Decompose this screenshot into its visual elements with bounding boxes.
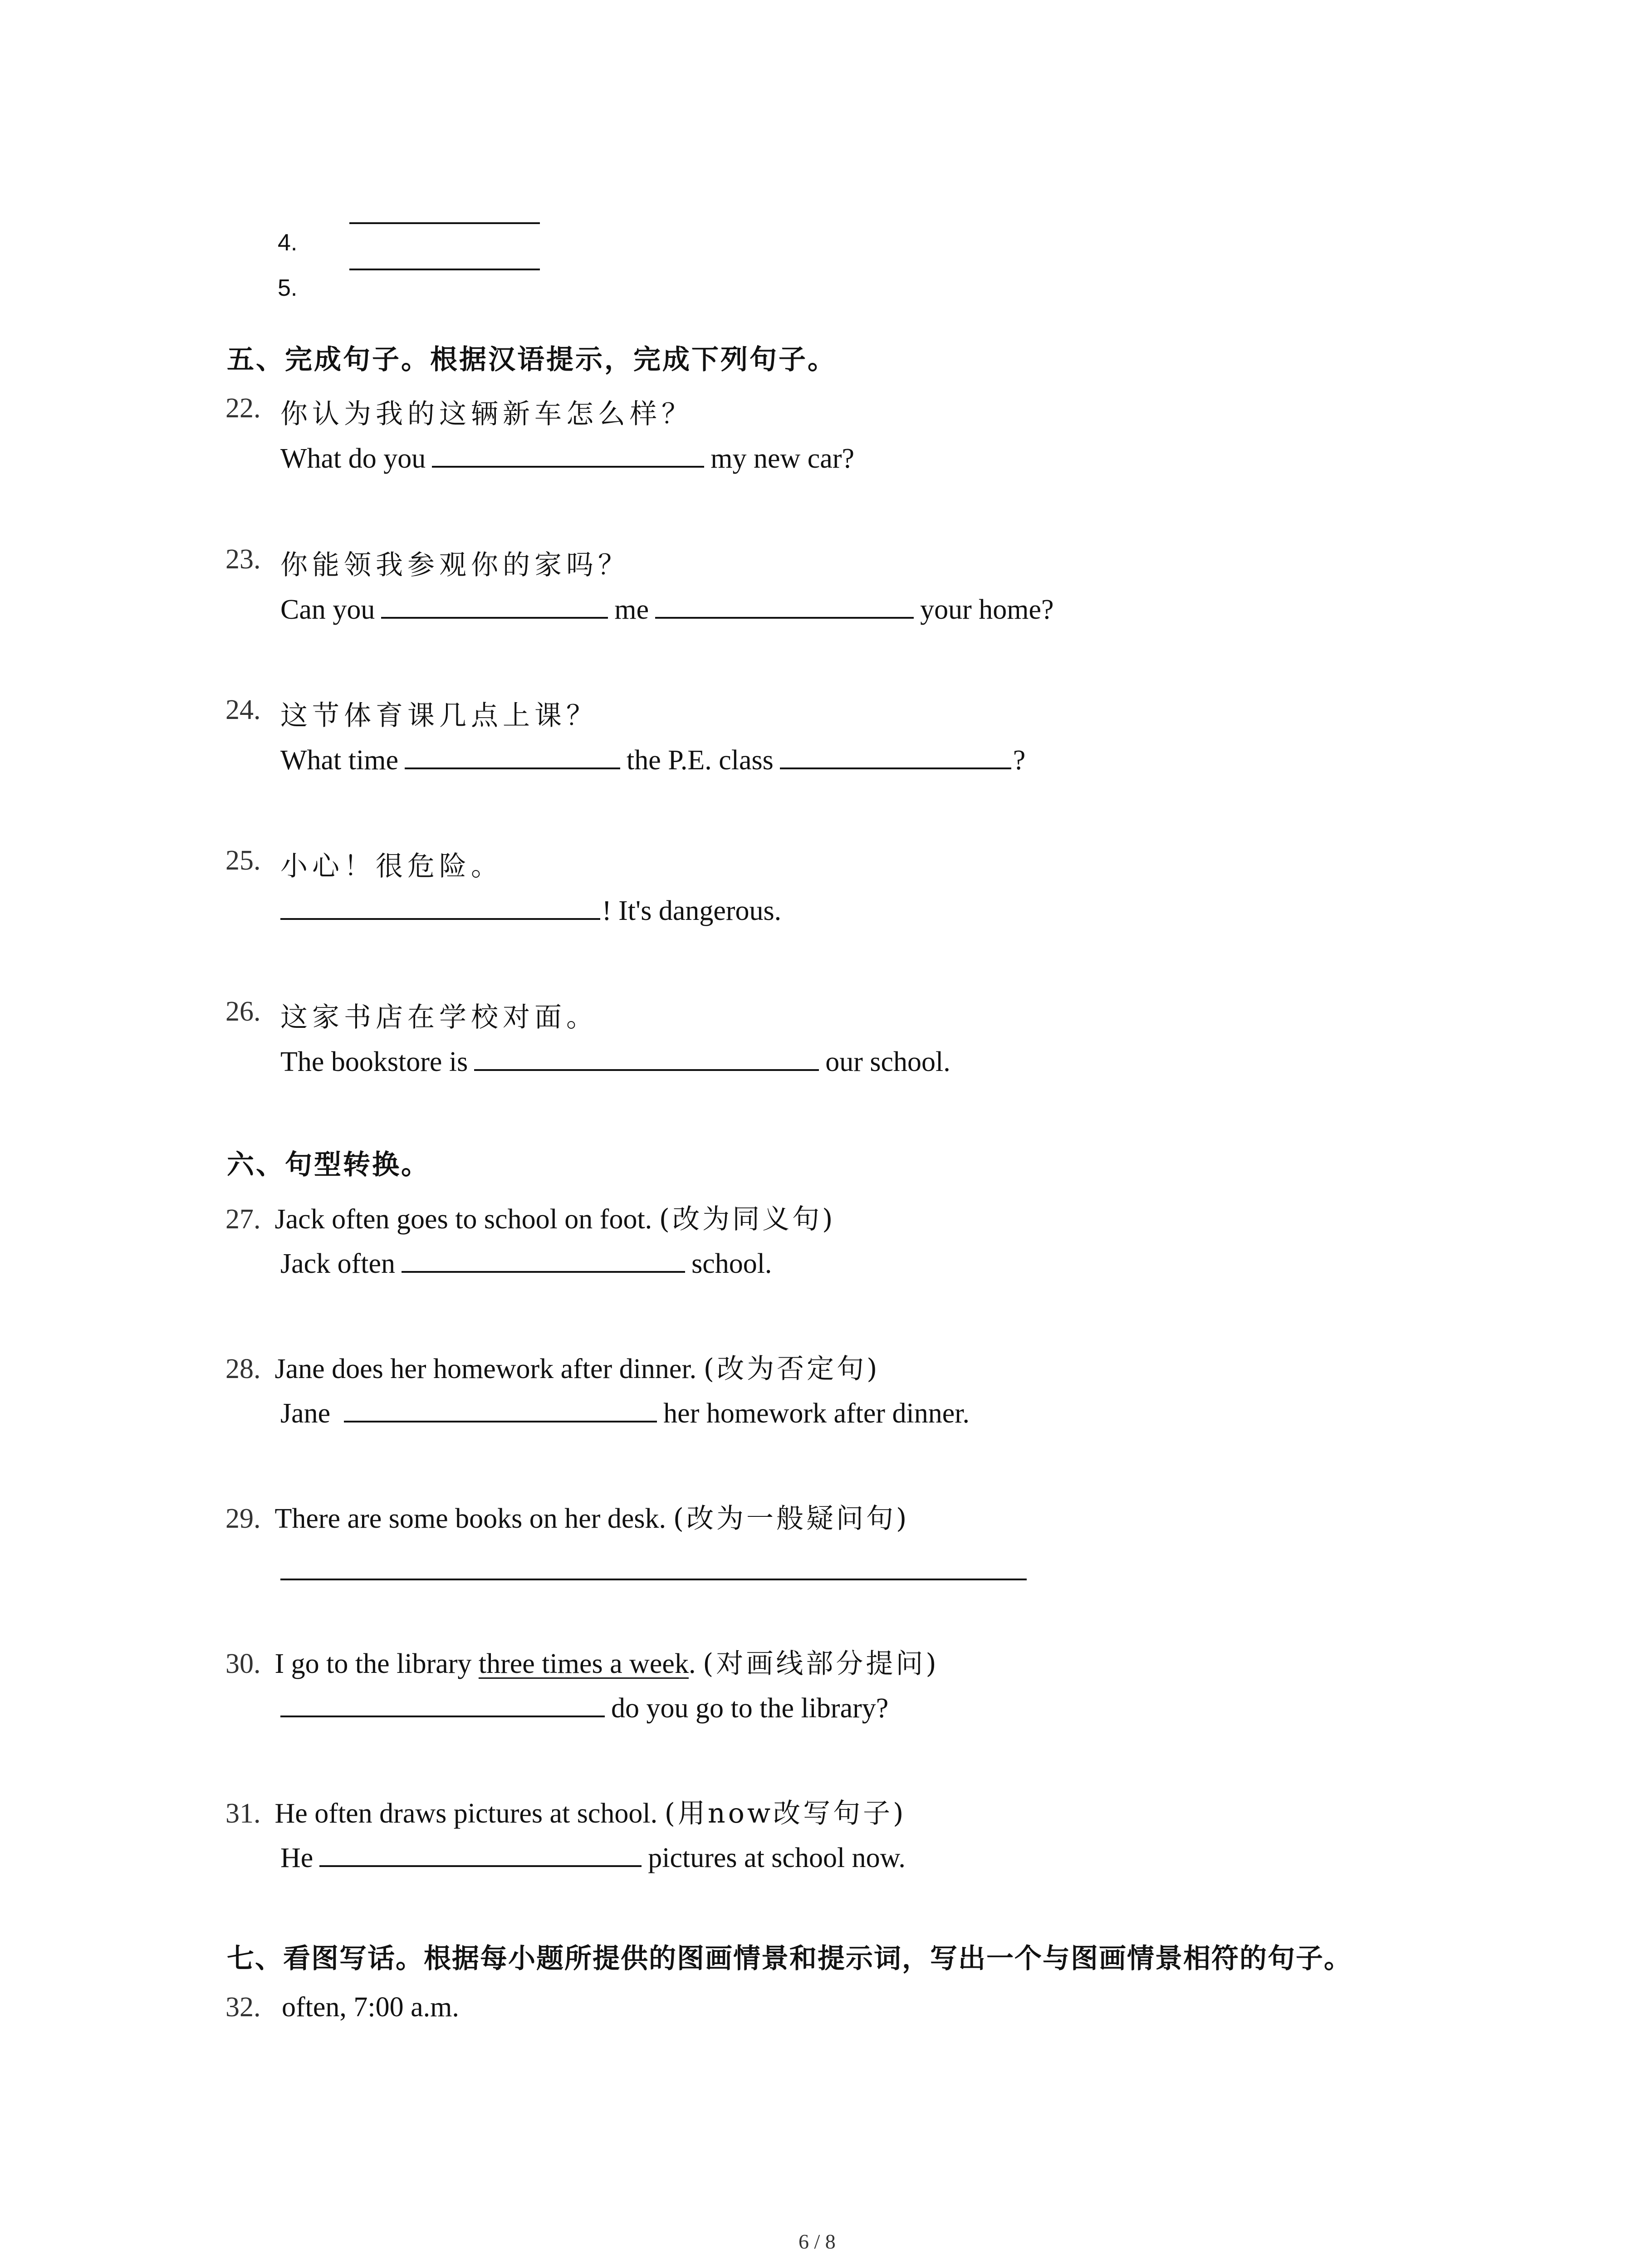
question-number: 24.	[225, 694, 261, 725]
chinese-prompt: 你能领我参观你的家吗？	[280, 549, 630, 581]
question-number: 28.	[225, 1354, 261, 1384]
question-text: He often draws pictures at school.	[274, 1798, 658, 1829]
question-line	[225, 1991, 459, 2024]
sentence-part: me	[614, 594, 649, 625]
chinese-prompt: 这家书店在学校对面。	[280, 1002, 598, 1033]
sentence-part: Jack often	[280, 1248, 396, 1279]
question-number: 27.	[225, 1204, 261, 1235]
answer-sentence	[280, 744, 1025, 777]
answer-blank[interactable]	[474, 1046, 819, 1071]
answer-sentence	[280, 894, 781, 927]
question-line	[225, 1347, 880, 1386]
instruction-note: (对画线部分提问)	[702, 1648, 939, 1680]
question-text: Jack often goes to school on foot.	[274, 1204, 652, 1235]
sentence-part: What do you	[280, 443, 426, 474]
instruction-note: (改为同义句)	[659, 1203, 836, 1235]
answer-blank[interactable]	[780, 744, 1011, 769]
answer-sentence	[280, 1247, 772, 1280]
question-number: 26.	[225, 996, 261, 1027]
sentence-part: The bookstore is	[280, 1046, 468, 1077]
answer-sentence	[280, 1397, 970, 1430]
answer-sentence	[280, 442, 854, 475]
sentence-part: What time	[280, 745, 398, 776]
sentence-part: your home?	[920, 594, 1054, 625]
answer-blank[interactable]	[655, 593, 914, 619]
answer-blank[interactable]	[381, 593, 608, 619]
question-text: I go to the library	[274, 1648, 472, 1679]
answer-sentence	[280, 1842, 906, 1874]
section-title: 六、句型转换。	[227, 1149, 430, 1181]
chinese-prompt: 你认为我的这辆新车怎么样？	[280, 398, 693, 430]
question-number: 22.	[225, 393, 261, 424]
question-number: 31.	[225, 1798, 261, 1829]
answer-line-top	[349, 222, 540, 224]
sentence-part: Jane	[280, 1398, 331, 1429]
sentence-part: school.	[691, 1248, 772, 1279]
answer-line-4	[349, 269, 540, 270]
page-number: 6 / 8	[798, 2230, 836, 2253]
question-number: 32.	[225, 1992, 261, 2023]
question-number: 29.	[225, 1503, 261, 1534]
question-line	[225, 1497, 909, 1536]
question-text: Jane does her homework after dinner.	[274, 1354, 697, 1384]
question-text: .	[688, 1648, 696, 1679]
answer-blank[interactable]	[280, 894, 600, 920]
question-line	[225, 1198, 836, 1237]
question-number: 30.	[225, 1648, 261, 1679]
sentence-part: our school.	[825, 1046, 950, 1077]
question-number: 23.	[225, 544, 261, 575]
answer-blank[interactable]	[344, 1397, 657, 1422]
sentence-part: do you go to the library?	[611, 1693, 889, 1724]
answer-line-full[interactable]	[280, 1579, 1027, 1580]
answer-blank[interactable]	[280, 1692, 605, 1717]
answer-blank[interactable]	[405, 744, 620, 769]
answer-blank[interactable]	[402, 1247, 685, 1273]
answer-sentence	[280, 1692, 888, 1725]
section-title: 五、完成句子。根据汉语提示，完成下列句子。	[227, 344, 837, 376]
instruction-note: (改为否定句)	[703, 1353, 880, 1385]
sentence-part: ! It's dangerous.	[602, 895, 782, 926]
sentence-part: pictures at school now.	[648, 1843, 906, 1873]
underlined-phrase: three times a week	[478, 1648, 689, 1679]
question-number: 25.	[225, 845, 261, 876]
question-line	[225, 1642, 939, 1681]
chinese-prompt: 这节体育课几点上课？	[280, 700, 598, 732]
chinese-prompt: 小心！很危险。	[280, 850, 503, 882]
question-line	[225, 1792, 906, 1831]
answer-blank[interactable]	[432, 442, 704, 468]
section-title: 七、看图写话。根据每小题所提供的图画情景和提示词，写出一个与图画情景相符的句子。	[227, 1943, 1352, 1975]
hint-words: often, 7:00 a.m.	[282, 1992, 459, 2023]
answer-sentence	[280, 1046, 950, 1078]
sentence-part: the P.E. class	[626, 745, 774, 776]
sentence-part: ?	[1013, 745, 1026, 776]
sentence-part: He	[280, 1843, 314, 1873]
sentence-part: my new car?	[710, 443, 854, 474]
sentence-part: her homework after dinner.	[663, 1398, 970, 1429]
item-number: 4.	[278, 230, 298, 256]
answer-sentence	[280, 593, 1054, 626]
instruction-note: (用now改写句子)	[664, 1798, 906, 1829]
question-text: There are some books on her desk.	[274, 1503, 666, 1534]
sentence-part: Can you	[280, 594, 375, 625]
answer-blank[interactable]	[319, 1842, 642, 1867]
instruction-note: (改为一般疑问句)	[673, 1503, 910, 1535]
item-number: 5.	[278, 275, 298, 301]
